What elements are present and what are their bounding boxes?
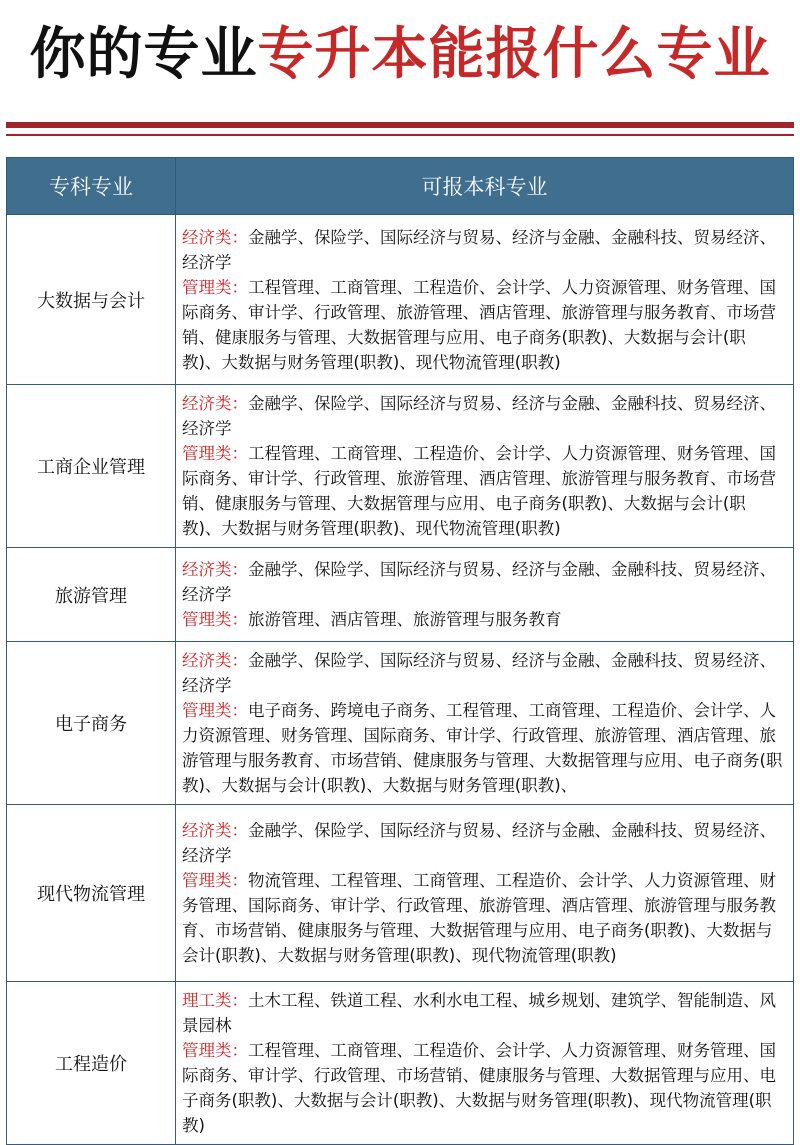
eligible-majors-cell [176, 982, 794, 1145]
table-row [7, 982, 794, 1145]
category-group [182, 607, 783, 632]
category-label: 经济类： [182, 227, 248, 247]
table-row [7, 642, 794, 805]
category-majors: 工程管理、工商管理、工程造价、会计学、人力资源管理、财务管理、国际商务、审计学、行政管理、旅游管理、酒店管理、旅游管理与服务教育、市场营销、健康服务与管理、大数据管理与应用、电子商务(职教)、大数据与会计(职教)、大数据与财务管理(职教)、现代物流管理(职教) [182, 277, 776, 372]
category-label: 管理类： [182, 444, 248, 463]
category-label: 经济类： [182, 560, 248, 579]
category-majors: 工程管理、工商管理、工程造价、会计学、人力资源管理、财务管理、国际商务、审计学、行政管理、旅游管理、酒店管理、旅游管理与服务教育、市场营销、健康服务与管理、大数据管理与应用、电子商务(职教)、大数据与会计(职教)、大数据与财务管理(职教)、现代物流管理(职教) [182, 444, 776, 538]
category-label: 管理类： [182, 871, 248, 890]
category-group [182, 648, 783, 698]
eligible-majors-cell [176, 385, 794, 548]
category-majors: 金融学、保险学、国际经济与贸易、经济与金融、金融科技、贸易经济、经济学 [182, 821, 776, 865]
associate-major-cell: 工商企业管理 [7, 385, 176, 548]
category-majors: 旅游管理、酒店管理、旅游管理与服务教育 [248, 610, 562, 629]
category-label: 理工类： [182, 991, 248, 1010]
category-majors: 金融学、保险学、国际经济与贸易、经济与金融、金融科技、贸易经济、经济学 [182, 394, 776, 438]
table-row [7, 805, 794, 982]
category-majors: 金融学、保险学、国际经济与贸易、经济与金融、金融科技、贸易经济、经济学 [182, 560, 776, 604]
category-label: 经济类： [182, 651, 248, 670]
category-label: 经济类： [182, 394, 248, 413]
title-part-black: 你的专业 [29, 22, 258, 87]
category-majors: 土木工程、铁道工程、水利水电工程、城乡规划、建筑学、智能制造、风景园林 [182, 991, 776, 1035]
associate-major-cell: 工程造价 [7, 982, 176, 1145]
table-body [7, 215, 794, 1145]
header-eligible-bachelor-majors: 可报本科专业 [176, 158, 794, 215]
category-group [182, 557, 783, 607]
header-associate-major: 专科专业 [7, 158, 176, 215]
associate-major-cell: 现代物流管理 [7, 805, 176, 982]
category-group [182, 225, 783, 275]
table-row [7, 385, 794, 548]
category-label: 管理类： [182, 610, 248, 629]
title-divider-thin [6, 134, 794, 136]
table-row [7, 548, 794, 642]
category-majors: 金融学、保险学、国际经济与贸易、经济与金融、金融科技、贸易经济、经济学 [182, 651, 776, 695]
category-group [182, 391, 783, 441]
category-group [182, 698, 783, 798]
associate-major-cell: 旅游管理 [7, 548, 176, 642]
category-label: 经济类： [182, 821, 248, 840]
associate-major-cell: 大数据与会计 [7, 215, 176, 385]
page-title [0, 0, 800, 100]
category-group [182, 868, 783, 968]
eligible-majors-cell [176, 215, 794, 385]
category-group [182, 275, 783, 375]
category-label: 管理类： [182, 277, 248, 297]
eligible-majors-cell [176, 642, 794, 805]
category-majors: 工程管理、工商管理、工程造价、会计学、人力资源管理、财务管理、国际商务、审计学、行政管理、市场营销、健康服务与管理、大数据管理与应用、电子商务(职教)、大数据与会计(职教)、大数据与财务管理(职教)、现代物流管理(职教) [182, 1041, 776, 1135]
category-group [182, 818, 783, 868]
category-majors: 物流管理、工程管理、工商管理、工程造价、会计学、人力资源管理、财务管理、国际商务、审计学、行政管理、旅游管理、酒店管理、旅游管理与服务教育、市场营销、健康服务与管理、大数据管理与应用、电子商务(职教)、大数据与会计(职教)、大数据与财务管理(职教)、现代物流管理(职教) [182, 871, 776, 965]
title-divider-thick [6, 122, 794, 128]
table-row [7, 215, 794, 385]
major-mapping-table [6, 157, 794, 1145]
category-majors: 电子商务、跨境电子商务、工程管理、工商管理、工程造价、会计学、人力资源管理、财务管理、国际商务、审计学、行政管理、旅游管理、酒店管理、旅游管理与服务教育、市场营销、健康服务与管理、大数据管理与应用、电子商务(职教)、大数据与会计(职教)、大数据与财务管理(职教)、 [182, 701, 783, 795]
category-label: 管理类： [182, 701, 248, 720]
eligible-majors-cell [176, 548, 794, 642]
category-group [182, 441, 783, 541]
category-group [182, 1038, 783, 1138]
associate-major-cell: 电子商务 [7, 642, 176, 805]
table-header-row [7, 158, 794, 215]
eligible-majors-cell [176, 805, 794, 982]
title-part-red: 专升本能报什么专业 [257, 22, 771, 87]
category-label: 管理类： [182, 1041, 248, 1060]
category-group [182, 988, 783, 1038]
category-majors: 金融学、保险学、国际经济与贸易、经济与金融、金融科技、贸易经济、经济学 [182, 227, 776, 272]
